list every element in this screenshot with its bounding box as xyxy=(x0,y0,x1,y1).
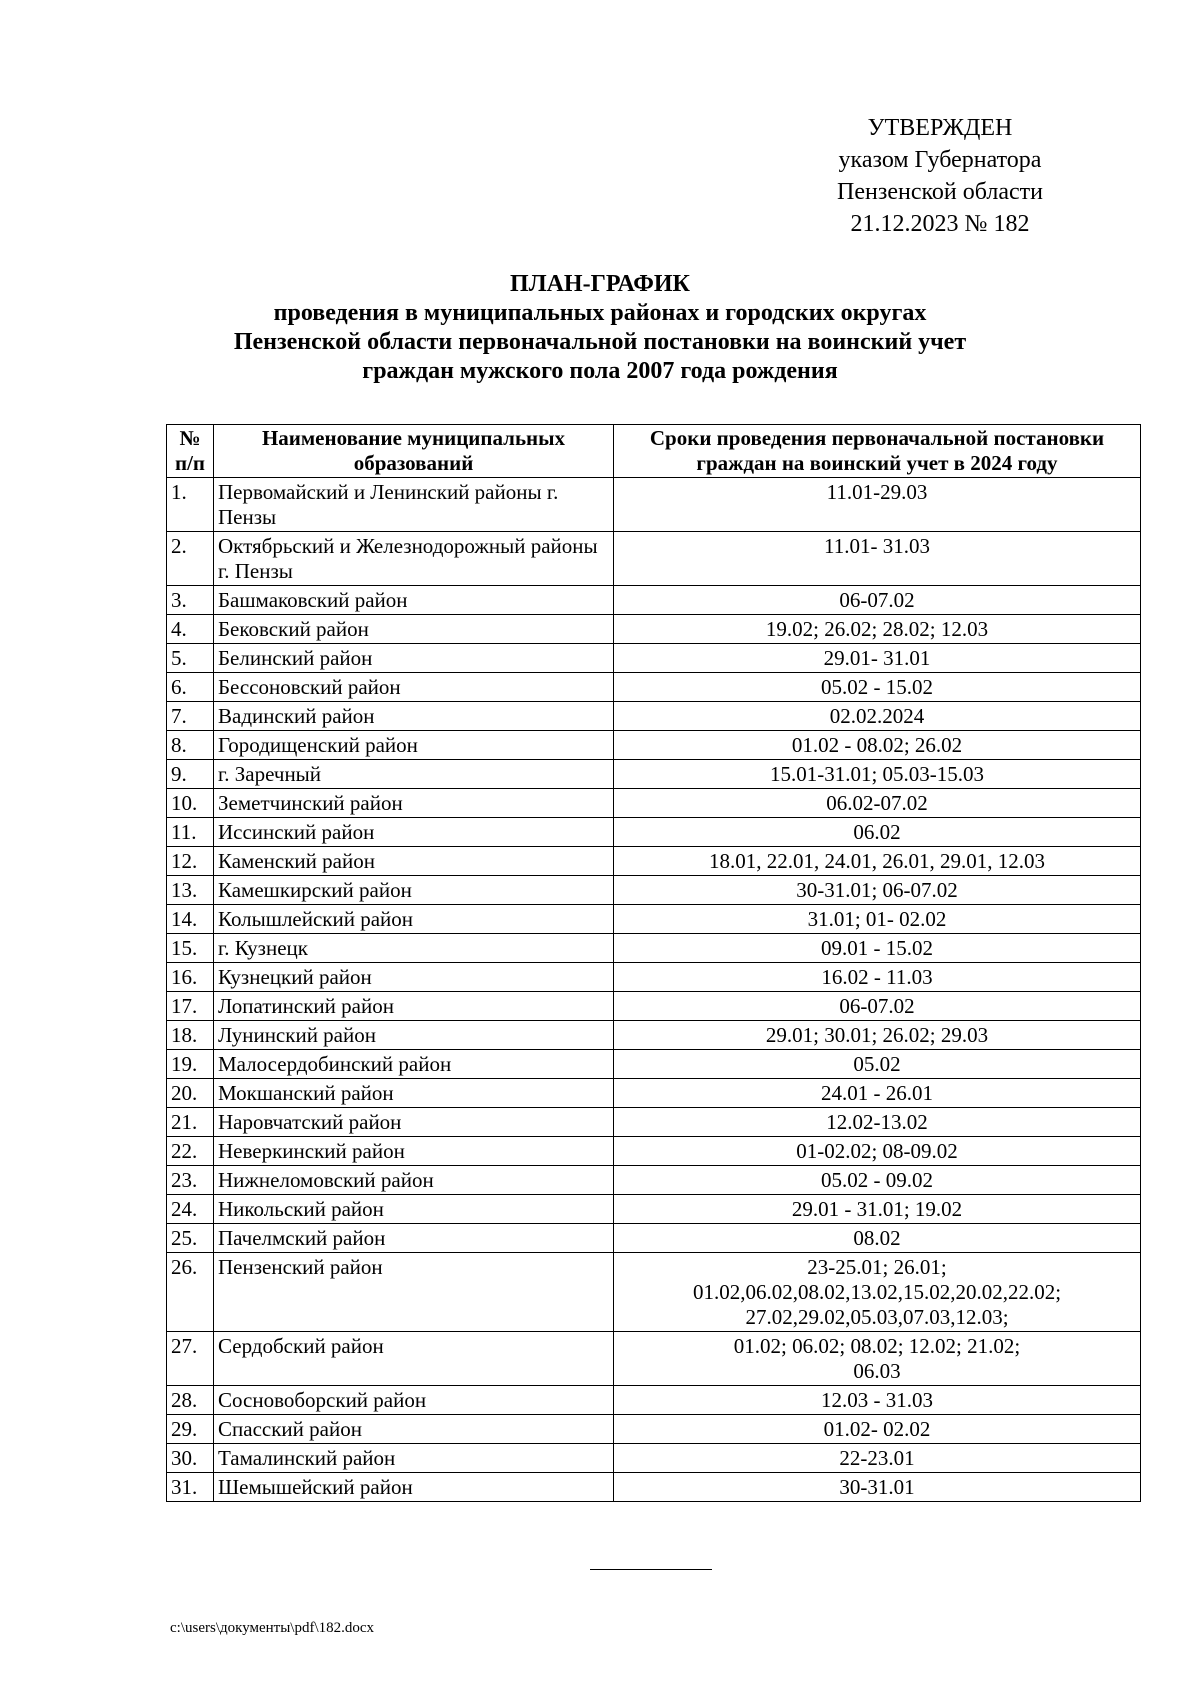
municipality-name: Наровчатский район xyxy=(214,1108,614,1137)
row-number: 5. xyxy=(167,644,214,673)
table-row xyxy=(167,1166,1141,1195)
municipality-name: Спасский район xyxy=(214,1415,614,1444)
row-number: 10. xyxy=(167,789,214,818)
schedule-table xyxy=(166,424,1141,1502)
approval-region: Пензенской области xyxy=(837,179,1043,205)
municipality-name: Лунинский район xyxy=(214,1021,614,1050)
row-number: 6. xyxy=(167,673,214,702)
schedule-dates: 06-07.02 xyxy=(614,992,1141,1021)
table-row xyxy=(167,992,1141,1021)
approval-stamp xyxy=(780,112,1100,240)
municipality-name: Городищенский район xyxy=(214,731,614,760)
table-row xyxy=(167,702,1141,731)
table-body xyxy=(167,478,1141,1502)
row-number: 15. xyxy=(167,934,214,963)
municipality-name: Никольский район xyxy=(214,1195,614,1224)
table-row xyxy=(167,1224,1141,1253)
table-row xyxy=(167,847,1141,876)
table-row xyxy=(167,644,1141,673)
schedule-dates: 09.01 - 15.02 xyxy=(614,934,1141,963)
municipality-name: Колышлейский район xyxy=(214,905,614,934)
municipality-name: Нижнеломовский район xyxy=(214,1166,614,1195)
row-number: 16. xyxy=(167,963,214,992)
schedule-dates: 31.01; 01- 02.02 xyxy=(614,905,1141,934)
municipality-name: Малосердобинский район xyxy=(214,1050,614,1079)
approval-date-number: 21.12.2023 № 182 xyxy=(850,211,1030,237)
schedule-dates: 01-02.02; 08-09.02 xyxy=(614,1137,1141,1166)
row-number: 11. xyxy=(167,818,214,847)
municipality-name: Сердобский район xyxy=(214,1332,614,1386)
row-number: 25. xyxy=(167,1224,214,1253)
municipality-name: Бековский район xyxy=(214,615,614,644)
row-number: 3. xyxy=(167,586,214,615)
row-number: 22. xyxy=(167,1137,214,1166)
approval-title: УТВЕРЖДЕН xyxy=(867,115,1013,141)
row-number: 27. xyxy=(167,1332,214,1386)
row-number: 13. xyxy=(167,876,214,905)
table-row xyxy=(167,478,1141,532)
row-number: 26. xyxy=(167,1253,214,1332)
municipality-name: Камешкирский район xyxy=(214,876,614,905)
schedule-dates: 06.02 xyxy=(614,818,1141,847)
row-number: 14. xyxy=(167,905,214,934)
schedule-dates: 11.01-29.03 xyxy=(614,478,1141,532)
table-row xyxy=(167,1386,1141,1415)
row-number: 24. xyxy=(167,1195,214,1224)
row-number: 4. xyxy=(167,615,214,644)
title-line-3: Пензенской области первоначальной постановки на воинский учет xyxy=(233,329,967,355)
table-row xyxy=(167,1473,1141,1502)
municipality-name: г. Кузнецк xyxy=(214,934,614,963)
municipality-name: Земетчинский район xyxy=(214,789,614,818)
municipality-name: Башмаковский район xyxy=(214,586,614,615)
schedule-dates: 29.01- 31.01 xyxy=(614,644,1141,673)
row-number: 18. xyxy=(167,1021,214,1050)
municipality-name: Белинский район xyxy=(214,644,614,673)
municipality-name: Тамалинский район xyxy=(214,1444,614,1473)
municipality-name: Каменский район xyxy=(214,847,614,876)
table-row xyxy=(167,1021,1141,1050)
row-number: 9. xyxy=(167,760,214,789)
schedule-dates: 22-23.01 xyxy=(614,1444,1141,1473)
schedule-dates: 06-07.02 xyxy=(614,586,1141,615)
table-row xyxy=(167,876,1141,905)
schedule-dates: 08.02 xyxy=(614,1224,1141,1253)
row-number: 19. xyxy=(167,1050,214,1079)
schedule-dates: 12.03 - 31.03 xyxy=(614,1386,1141,1415)
table-row xyxy=(167,1332,1141,1386)
title-line-1: ПЛАН-ГРАФИК xyxy=(510,271,690,297)
schedule-dates: 02.02.2024 xyxy=(614,702,1141,731)
schedule-dates: 01.02 - 08.02; 26.02 xyxy=(614,731,1141,760)
table-row xyxy=(167,1415,1141,1444)
table-row xyxy=(167,760,1141,789)
schedule-dates: 23-25.01; 26.01; 01.02,06.02,08.02,13.02,15.02,20.02,22.02; 27.02,29.02,05.03,07.03,12.03; xyxy=(614,1253,1141,1332)
approval-decree: указом Губернатора xyxy=(838,147,1042,173)
schedule-dates: 12.02-13.02 xyxy=(614,1108,1141,1137)
schedule-dates: 29.01 - 31.01; 19.02 xyxy=(614,1195,1141,1224)
municipality-name: г. Заречный xyxy=(214,760,614,789)
schedule-dates: 30-31.01; 06-07.02 xyxy=(614,876,1141,905)
table-row xyxy=(167,673,1141,702)
row-number: 2. xyxy=(167,532,214,586)
schedule-dates: 01.02; 06.02; 08.02; 12.02; 21.02; 06.03 xyxy=(614,1332,1141,1386)
title-line-2: проведения в муниципальных районах и городских округах xyxy=(273,300,927,326)
municipality-name: Шемышейский район xyxy=(214,1473,614,1502)
title-line-4: граждан мужского пола 2007 года рождения xyxy=(362,358,838,384)
schedule-dates: 19.02; 26.02; 28.02; 12.03 xyxy=(614,615,1141,644)
municipality-name: Мокшанский район xyxy=(214,1079,614,1108)
table-header-row xyxy=(167,425,1141,478)
table-row xyxy=(167,1137,1141,1166)
municipality-name: Кузнецкий район xyxy=(214,963,614,992)
table-row xyxy=(167,789,1141,818)
schedule-dates: 05.02 xyxy=(614,1050,1141,1079)
schedule-dates: 05.02 - 15.02 xyxy=(614,673,1141,702)
table-row xyxy=(167,532,1141,586)
row-number: 8. xyxy=(167,731,214,760)
header-name: Наименование муниципальных образований xyxy=(214,425,614,478)
municipality-name: Неверкинский район xyxy=(214,1137,614,1166)
municipality-name: Пензенский район xyxy=(214,1253,614,1332)
schedule-dates: 15.01-31.01; 05.03-15.03 xyxy=(614,760,1141,789)
schedule-dates: 01.02- 02.02 xyxy=(614,1415,1141,1444)
row-number: 31. xyxy=(167,1473,214,1502)
schedule-dates: 11.01- 31.03 xyxy=(614,532,1141,586)
municipality-name: Октябрьский и Железнодорожный районы г. Пензы xyxy=(214,532,614,586)
municipality-name: Бессоновский район xyxy=(214,673,614,702)
table-row xyxy=(167,905,1141,934)
table-row xyxy=(167,731,1141,760)
table-row xyxy=(167,1195,1141,1224)
table-row xyxy=(167,1050,1141,1079)
row-number: 7. xyxy=(167,702,214,731)
table-row xyxy=(167,818,1141,847)
table-row xyxy=(167,1108,1141,1137)
table-row xyxy=(167,615,1141,644)
row-number: 29. xyxy=(167,1415,214,1444)
file-path-footer: c:\users\документы\pdf\182.docx xyxy=(170,1620,375,1636)
row-number: 28. xyxy=(167,1386,214,1415)
header-dates: Сроки проведения первоначальной постановки граждан на воинский учет в 2024 году xyxy=(614,425,1141,478)
table-row xyxy=(167,963,1141,992)
municipality-name: Пачелмский район xyxy=(214,1224,614,1253)
row-number: 23. xyxy=(167,1166,214,1195)
municipality-name: Иссинский район xyxy=(214,818,614,847)
schedule-dates: 16.02 - 11.03 xyxy=(614,963,1141,992)
document-title xyxy=(150,270,1050,386)
municipality-name: Вадинский район xyxy=(214,702,614,731)
row-number: 1. xyxy=(167,478,214,532)
schedule-dates: 29.01; 30.01; 26.02; 29.03 xyxy=(614,1021,1141,1050)
table-row xyxy=(167,1253,1141,1332)
schedule-dates: 05.02 - 09.02 xyxy=(614,1166,1141,1195)
schedule-dates: 06.02-07.02 xyxy=(614,789,1141,818)
row-number: 17. xyxy=(167,992,214,1021)
row-number: 12. xyxy=(167,847,214,876)
table-row xyxy=(167,586,1141,615)
municipality-name: Лопатинский район xyxy=(214,992,614,1021)
table-row xyxy=(167,1079,1141,1108)
row-number: 20. xyxy=(167,1079,214,1108)
header-num: № п/п xyxy=(167,425,214,478)
schedule-dates: 18.01, 22.01, 24.01, 26.01, 29.01, 12.03 xyxy=(614,847,1141,876)
schedule-dates: 30-31.01 xyxy=(614,1473,1141,1502)
schedule-dates: 24.01 - 26.01 xyxy=(614,1079,1141,1108)
municipality-name: Первомайский и Ленинский районы г. Пензы xyxy=(214,478,614,532)
table-row xyxy=(167,934,1141,963)
table-row xyxy=(167,1444,1141,1473)
end-divider xyxy=(590,1569,712,1570)
municipality-name: Сосновоборский район xyxy=(214,1386,614,1415)
row-number: 30. xyxy=(167,1444,214,1473)
row-number: 21. xyxy=(167,1108,214,1137)
